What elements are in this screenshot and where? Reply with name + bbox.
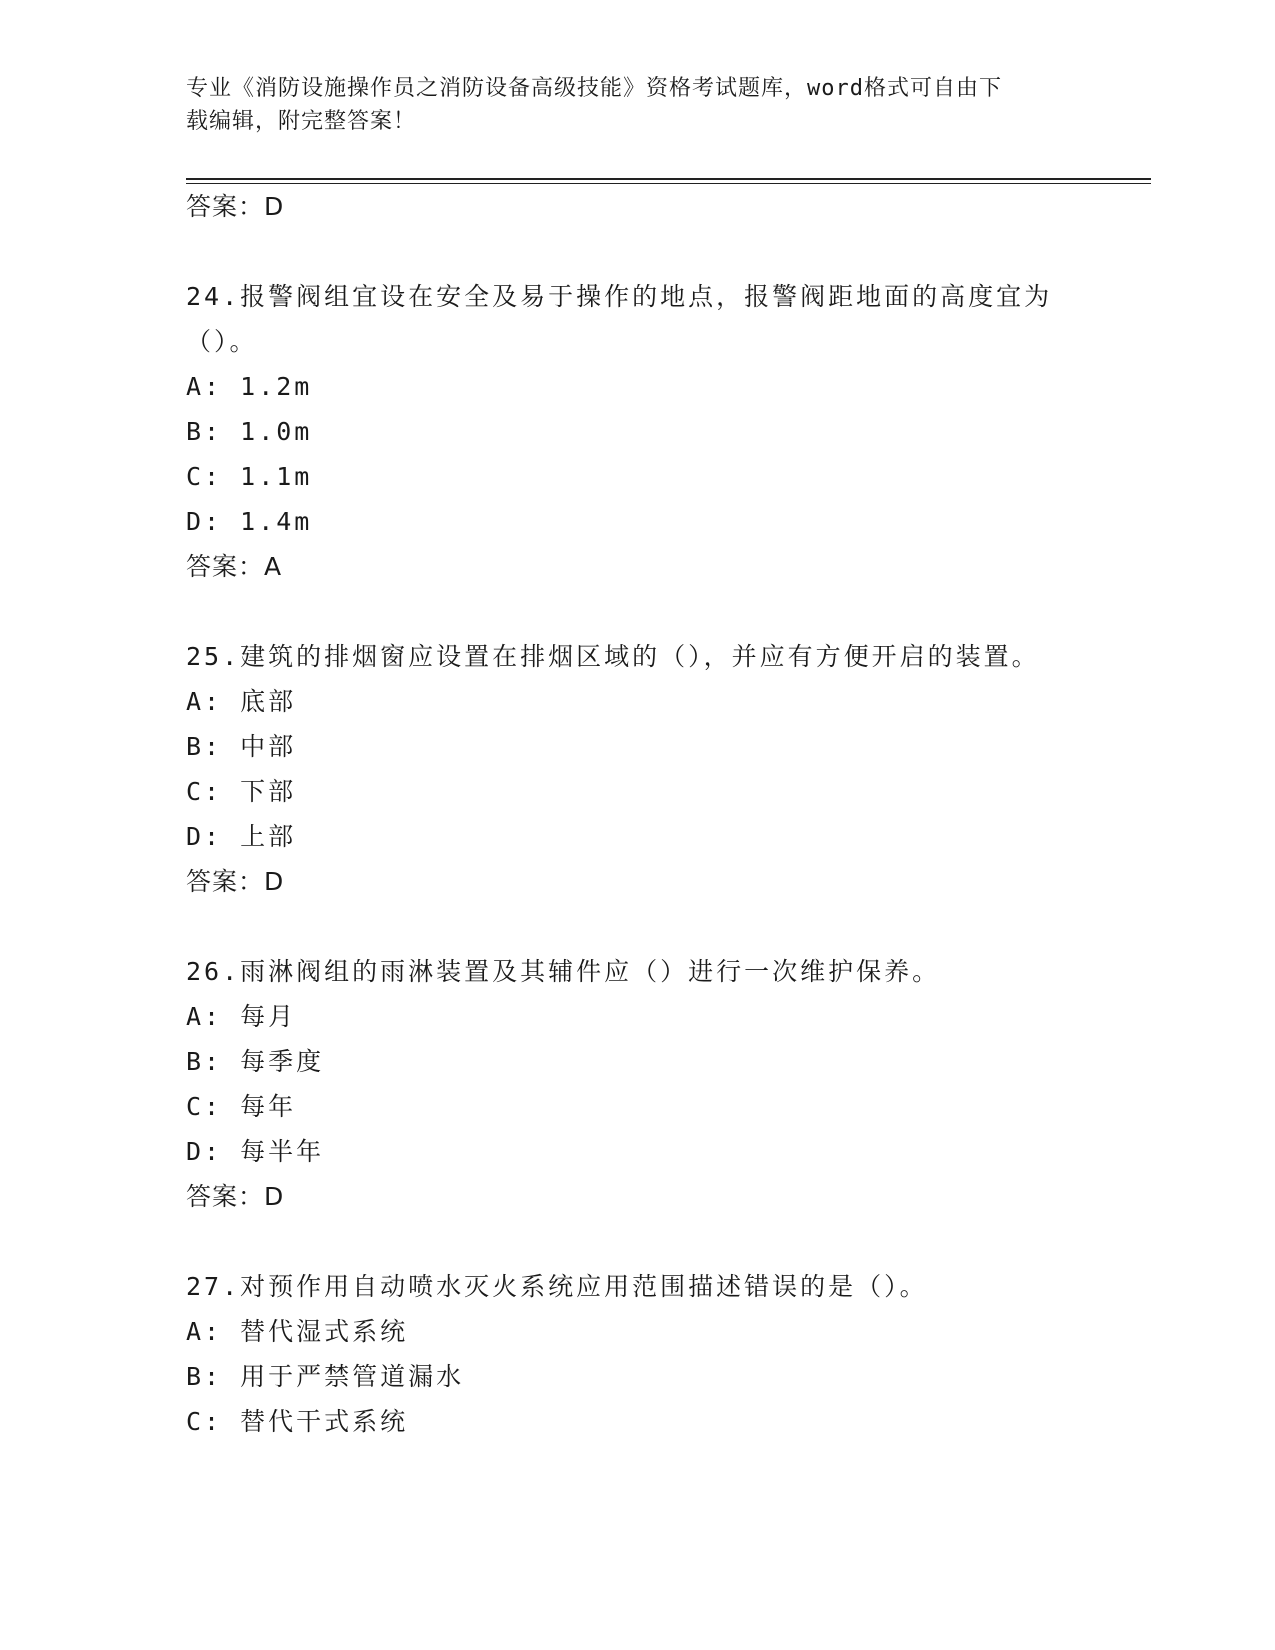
question-24-option-b: B: 1.0m bbox=[186, 417, 313, 446]
question-27-option-a: A: 替代湿式系统 bbox=[186, 1317, 409, 1346]
question-25-answer: 答案：D bbox=[186, 867, 285, 896]
question-27-stem: 27.对预作用自动喷水灭火系统应用范围描述错误的是（）。 bbox=[186, 1272, 928, 1301]
previous-answer: 答案：D bbox=[186, 192, 285, 221]
question-26-option-c: C: 每年 bbox=[186, 1092, 297, 1121]
question-26-stem: 26.雨淋阀组的雨淋装置及其辅件应（）进行一次维护保养。 bbox=[186, 957, 941, 986]
question-26-option-a: A: 每月 bbox=[186, 1002, 297, 1031]
question-24-answer: 答案：A bbox=[186, 552, 283, 581]
question-26-answer: 答案：D bbox=[186, 1182, 285, 1211]
question-25-stem: 25.建筑的排烟窗应设置在排烟区域的（），并应有方便开启的装置。 bbox=[186, 642, 1040, 671]
question-24-stem: 24.报警阀组宜设在安全及易于操作的地点，报警阀距地面的高度宜为 bbox=[186, 282, 1053, 311]
header-rule-thick bbox=[186, 178, 1151, 180]
question-24-option-a: A: 1.2m bbox=[186, 372, 313, 401]
header-rule-thin bbox=[186, 183, 1151, 184]
header-line-2: 载编辑，附完整答案！ bbox=[186, 109, 417, 134]
question-26-option-d: D: 每半年 bbox=[186, 1137, 325, 1166]
question-24-option-c: C: 1.1m bbox=[186, 462, 313, 491]
question-27-option-b: B: 用于严禁管道漏水 bbox=[186, 1362, 465, 1391]
question-25-option-a: A: 底部 bbox=[186, 687, 297, 716]
question-26-option-b: B: 每季度 bbox=[186, 1047, 325, 1076]
document-header bbox=[186, 72, 1086, 138]
question-24-stem-cont: （）。 bbox=[186, 327, 258, 356]
question-27-option-c: C: 替代干式系统 bbox=[186, 1407, 409, 1436]
question-25-option-b: B: 中部 bbox=[186, 732, 297, 761]
header-line-1: 专业《消防设施操作员之消防设备高级技能》资格考试题库，word格式可自由下 bbox=[186, 76, 1002, 101]
question-24-option-d: D: 1.4m bbox=[186, 507, 313, 536]
question-25-option-d: D: 上部 bbox=[186, 822, 297, 851]
question-25-option-c: C: 下部 bbox=[186, 777, 297, 806]
